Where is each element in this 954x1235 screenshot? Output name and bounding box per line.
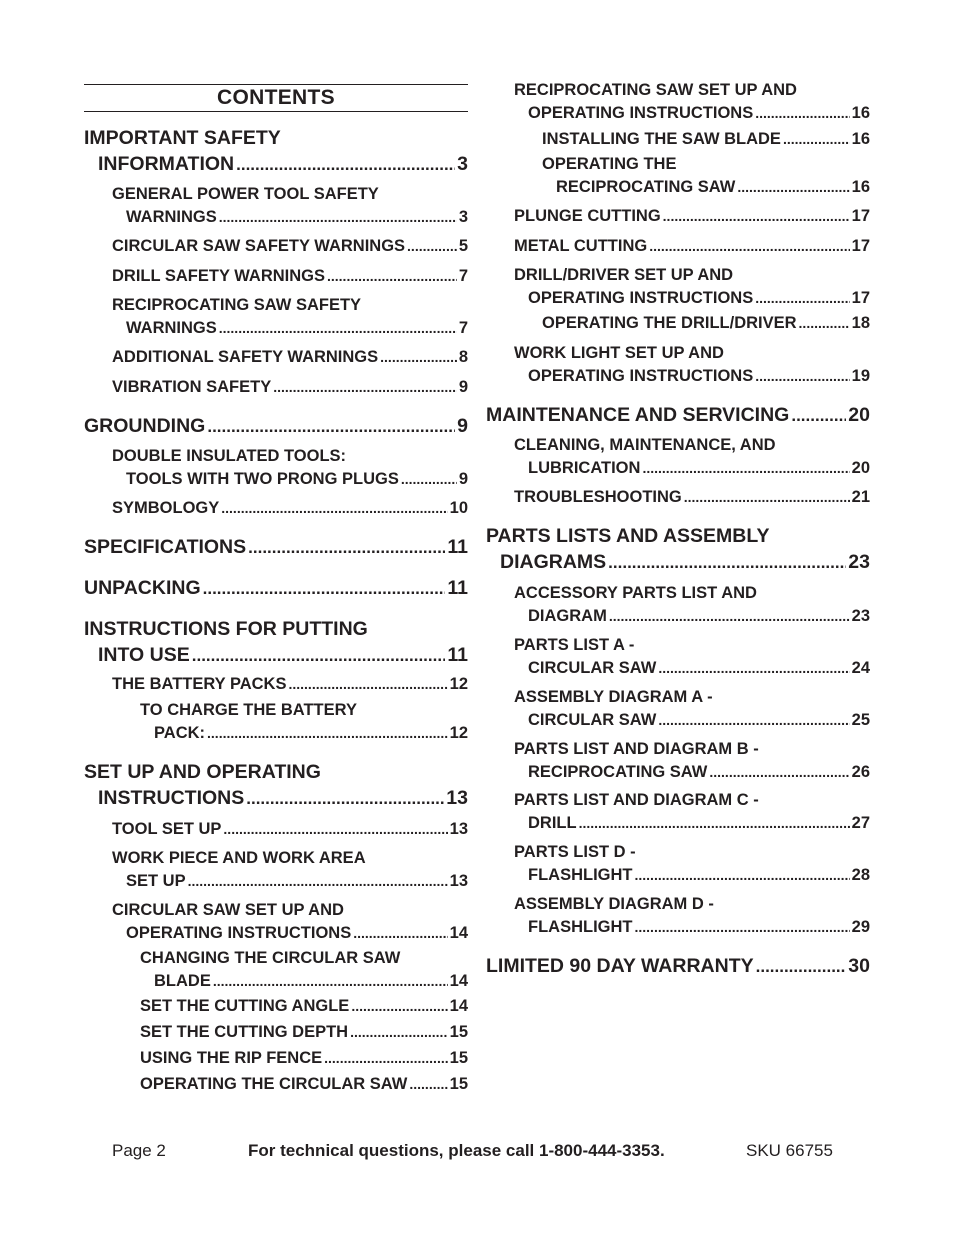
toc-entry (486, 523, 870, 576)
toc-page-number: 26 (851, 763, 870, 781)
toc-entry-text: GROUNDING (84, 415, 206, 437)
toc-entry-text: INTO USE (98, 644, 190, 666)
toc-entry (514, 79, 870, 125)
toc-entry (84, 125, 468, 178)
toc-page-number: 8 (458, 348, 468, 366)
toc-entry (112, 497, 468, 520)
toc-entry-text: THE BATTERY PACKS (112, 675, 287, 693)
dot-leader (380, 346, 457, 369)
dot-leader (401, 468, 457, 491)
toc-entry (140, 995, 468, 1018)
toc-entry (486, 953, 870, 980)
dot-leader (213, 970, 448, 993)
toc-page-number: 25 (851, 711, 870, 729)
toc-entry-text: INSTALLING THE SAW BLADE (542, 130, 781, 148)
toc-entry (514, 738, 870, 784)
toc-page-number: 11 (447, 536, 468, 558)
dot-leader (799, 312, 850, 335)
toc-entry (112, 899, 468, 945)
dot-leader (351, 995, 447, 1018)
toc-page-number: 12 (449, 675, 468, 693)
dot-leader (248, 535, 445, 561)
toc-entry (140, 1047, 468, 1070)
toc-entry-text: VIBRATION SAFETY (112, 378, 272, 396)
dot-leader (273, 376, 457, 399)
toc-page-number: 15 (449, 1049, 468, 1067)
toc-entry-text: OPERATING THE (542, 155, 677, 173)
toc-entry-text: TROUBLESHOOTING (514, 488, 682, 506)
toc-entry-text: PACK: (154, 724, 206, 742)
toc-entry (84, 575, 468, 602)
dot-leader (684, 486, 850, 509)
dot-leader (221, 497, 447, 520)
toc-entry (112, 265, 468, 288)
toc-entry-text: SET UP (126, 872, 186, 890)
toc-entry-text: PARTS LIST D - (514, 843, 636, 861)
toc-entry-text: SYMBOLOGY (112, 499, 220, 517)
toc-entry (514, 342, 870, 388)
toc-entry (514, 634, 870, 680)
dot-leader (642, 457, 849, 480)
dot-leader (353, 922, 447, 945)
toc-entry-text: OPERATING INSTRUCTIONS (528, 289, 754, 307)
toc-entry-text: IMPORTANT SAFETY (84, 127, 281, 149)
toc-entry (112, 346, 468, 369)
dot-leader (755, 102, 849, 125)
toc-page-number: 19 (851, 367, 870, 385)
toc-entry-text: DRILL/DRIVER SET UP AND (514, 266, 734, 284)
dot-leader (409, 1073, 447, 1096)
toc-page-number: 3 (457, 153, 468, 175)
toc-entry-text: CHANGING THE CIRCULAR SAW (140, 949, 401, 967)
toc-page-number: 11 (447, 644, 468, 666)
dot-leader (327, 265, 457, 288)
toc-page-number: 16 (851, 130, 870, 148)
dot-leader (192, 643, 446, 669)
dot-leader (207, 414, 455, 440)
toc-entry-text: DRILL (528, 814, 577, 832)
toc-entry (140, 1073, 468, 1096)
dot-leader (791, 403, 846, 429)
toc-entry (112, 376, 468, 399)
toc-entry (140, 699, 468, 745)
toc-entry-text: MAINTENANCE AND SERVICING (486, 404, 790, 426)
dot-leader (236, 152, 455, 178)
toc-page-number: 17 (851, 289, 870, 307)
toc-page-number: 12 (449, 724, 468, 742)
dot-leader (663, 205, 850, 228)
toc-entry-text: SET UP AND OPERATING (84, 761, 321, 783)
toc-page-number: 11 (447, 577, 468, 599)
toc-page-number: 13 (449, 820, 468, 838)
toc-entry-text: DOUBLE INSULATED TOOLS: (112, 447, 347, 465)
toc-entry (84, 759, 468, 812)
toc-page-number: 15 (449, 1023, 468, 1041)
toc-entry-text: SET THE CUTTING DEPTH (140, 1023, 349, 1041)
toc-entry-text: RECIPROCATING SAW SET UP AND (514, 81, 797, 99)
dot-leader (188, 870, 448, 893)
toc-entry (542, 312, 870, 335)
dot-leader (324, 1047, 448, 1070)
toc-entry-text: PARTS LIST AND DIAGRAM B - (514, 740, 759, 758)
toc-page-number: 13 (449, 872, 468, 890)
dot-leader (609, 605, 850, 628)
dot-leader (755, 287, 849, 310)
toc-page-number: 9 (457, 415, 468, 437)
toc-entry (514, 841, 870, 887)
toc-entry (514, 434, 870, 480)
toc-entry-text: CIRCULAR SAW SAFETY WARNINGS (112, 237, 406, 255)
toc-entry (486, 402, 870, 429)
toc-entry-text: CLEANING, MAINTENANCE, AND (514, 436, 776, 454)
toc-entry-text: WORK LIGHT SET UP AND (514, 344, 724, 362)
dot-leader (207, 722, 448, 745)
contents-title-block (84, 84, 468, 112)
toc-entry-text: GENERAL POWER TOOL SAFETY (112, 185, 379, 203)
toc-entry (112, 235, 468, 258)
toc-entry-text: PARTS LIST A - (514, 636, 635, 654)
toc-entry (112, 445, 468, 491)
dot-leader (658, 709, 849, 732)
toc-entry-text: ASSEMBLY DIAGRAM A - (514, 688, 713, 706)
toc-entry-text: TO CHARGE THE BATTERY (140, 701, 357, 719)
toc-page-number: 13 (446, 787, 468, 809)
toc-page-number: 29 (851, 918, 870, 936)
toc-entry-text: SPECIFICATIONS (84, 536, 247, 558)
dot-leader (755, 365, 849, 388)
toc-page-number: 30 (848, 955, 870, 977)
toc-entry-text: WARNINGS (126, 319, 217, 337)
toc-page-number: 27 (851, 814, 870, 832)
toc-entry-text: LUBRICATION (528, 459, 641, 477)
toc-entry-text: WARNINGS (126, 208, 217, 226)
toc-entry (84, 413, 468, 440)
toc-entry (112, 294, 468, 340)
toc-entry-text: PARTS LIST AND DIAGRAM C - (514, 791, 759, 809)
dot-leader (649, 235, 849, 258)
toc-page-number: 23 (851, 607, 870, 625)
toc-entry-text: WORK PIECE AND WORK AREA (112, 849, 366, 867)
toc-entry-text: CIRCULAR SAW SET UP AND (112, 901, 344, 919)
toc-entry (514, 789, 870, 835)
toc-page-number: 17 (851, 237, 870, 255)
dot-leader (737, 176, 849, 199)
toc-page-number: 17 (851, 207, 870, 225)
toc-entry-text: DIAGRAM (528, 607, 607, 625)
toc-entry-text: CIRCULAR SAW (528, 711, 657, 729)
dot-leader (709, 761, 849, 784)
dot-leader (407, 235, 457, 258)
toc-entry-text: INFORMATION (98, 153, 235, 175)
toc-entry-text: CIRCULAR SAW (528, 659, 657, 677)
toc-entry-text: BLADE (154, 972, 211, 990)
toc-entry (84, 616, 468, 669)
toc-entry (514, 264, 870, 310)
toc-page-number: 9 (458, 378, 468, 396)
toc-entry-text: FLASHLIGHT (528, 918, 633, 936)
toc-entry-text: RECIPROCATING SAW (528, 763, 708, 781)
dot-leader (783, 128, 850, 151)
toc-page-number: 20 (851, 459, 870, 477)
dot-leader (219, 206, 457, 229)
toc-entry-text: UNPACKING (84, 577, 201, 599)
toc-entry-text: RECIPROCATING SAW (556, 178, 736, 196)
toc-entry (112, 847, 468, 893)
toc-entry-text: TOOL SET UP (112, 820, 222, 838)
toc-page-number: 14 (449, 997, 468, 1015)
dot-leader (203, 576, 446, 602)
toc-entry-text: ADDITIONAL SAFETY WARNINGS (112, 348, 379, 366)
toc-entry (514, 686, 870, 732)
toc-entry (112, 818, 468, 841)
toc-page-number: 24 (851, 659, 870, 677)
toc-entry-text: OPERATING INSTRUCTIONS (126, 924, 352, 942)
toc-page-number: 16 (851, 104, 870, 122)
toc-page-number: 14 (449, 972, 468, 990)
dot-leader (658, 657, 849, 680)
toc-page-number: 18 (851, 314, 870, 332)
toc-entry (112, 673, 468, 696)
toc-entry-text: PARTS LISTS AND ASSEMBLY (486, 525, 770, 547)
toc-entry (140, 1021, 468, 1044)
toc-entry-text: RECIPROCATING SAW SAFETY (112, 296, 362, 314)
toc-entry (542, 128, 870, 151)
toc-entry-text: USING THE RIP FENCE (140, 1049, 323, 1067)
toc-entry (514, 582, 870, 628)
toc-entry-text: DRILL SAFETY WARNINGS (112, 267, 325, 285)
toc-entry (542, 153, 870, 199)
dot-leader (350, 1021, 448, 1044)
toc-entry-text: OPERATING THE CIRCULAR SAW (140, 1075, 408, 1093)
toc-entry (514, 486, 870, 509)
toc-entry-text: INSTRUCTIONS (98, 787, 245, 809)
toc-page-number: 23 (848, 551, 870, 573)
toc-page-number: 28 (851, 866, 870, 884)
toc-page-number: 20 (848, 404, 870, 426)
toc-entry (514, 893, 870, 939)
toc-entry-text: TOOLS WITH TWO PRONG PLUGS (126, 470, 399, 488)
dot-leader (635, 864, 850, 887)
toc-page-number: 14 (449, 924, 468, 942)
toc-entry-text: OPERATING THE DRILL/DRIVER (542, 314, 797, 332)
toc-page-number: 3 (458, 208, 468, 226)
toc-entry-text: OPERATING INSTRUCTIONS (528, 367, 754, 385)
toc-page-number: 16 (851, 178, 870, 196)
dot-leader (288, 673, 447, 696)
toc-entry-text: ACCESSORY PARTS LIST AND (514, 584, 757, 602)
toc-entry-text: ASSEMBLY DIAGRAM D - (514, 895, 714, 913)
dot-leader (608, 550, 846, 576)
toc-entry (514, 205, 870, 228)
dot-leader (756, 954, 847, 980)
toc-page-number: 15 (449, 1075, 468, 1093)
footer-tech-support: For technical questions, please call 1-800-444-3353. (248, 1141, 665, 1160)
toc-entry-text: LIMITED 90 DAY WARRANTY (486, 955, 754, 977)
toc-page-number: 7 (458, 267, 468, 285)
toc-page-number: 21 (851, 488, 870, 506)
footer-sku: SKU 66755 (746, 1141, 833, 1160)
dot-leader (219, 317, 457, 340)
toc-page-number: 7 (458, 319, 468, 337)
toc-page-number: 10 (449, 499, 468, 517)
dot-leader (246, 786, 444, 812)
toc-entry (84, 534, 468, 561)
dot-leader (579, 812, 850, 835)
page-title: CONTENTS (217, 86, 335, 109)
toc-entry (514, 235, 870, 258)
toc-entry-text: METAL CUTTING (514, 237, 648, 255)
toc-entry-text: PLUNGE CUTTING (514, 207, 661, 225)
toc-page-number: 9 (458, 470, 468, 488)
toc-entry-text: SET THE CUTTING ANGLE (140, 997, 350, 1015)
toc-page-number: 5 (458, 237, 468, 255)
footer-page-number: Page 2 (112, 1141, 166, 1160)
dot-leader (635, 916, 850, 939)
dot-leader (223, 818, 447, 841)
toc-entry-text: DIAGRAMS (500, 551, 607, 573)
toc-entry-text: INSTRUCTIONS FOR PUTTING (84, 618, 368, 640)
toc-entry-text: FLASHLIGHT (528, 866, 633, 884)
toc-entry (140, 947, 468, 993)
toc-entry-text: OPERATING INSTRUCTIONS (528, 104, 754, 122)
toc-entry (112, 183, 468, 229)
